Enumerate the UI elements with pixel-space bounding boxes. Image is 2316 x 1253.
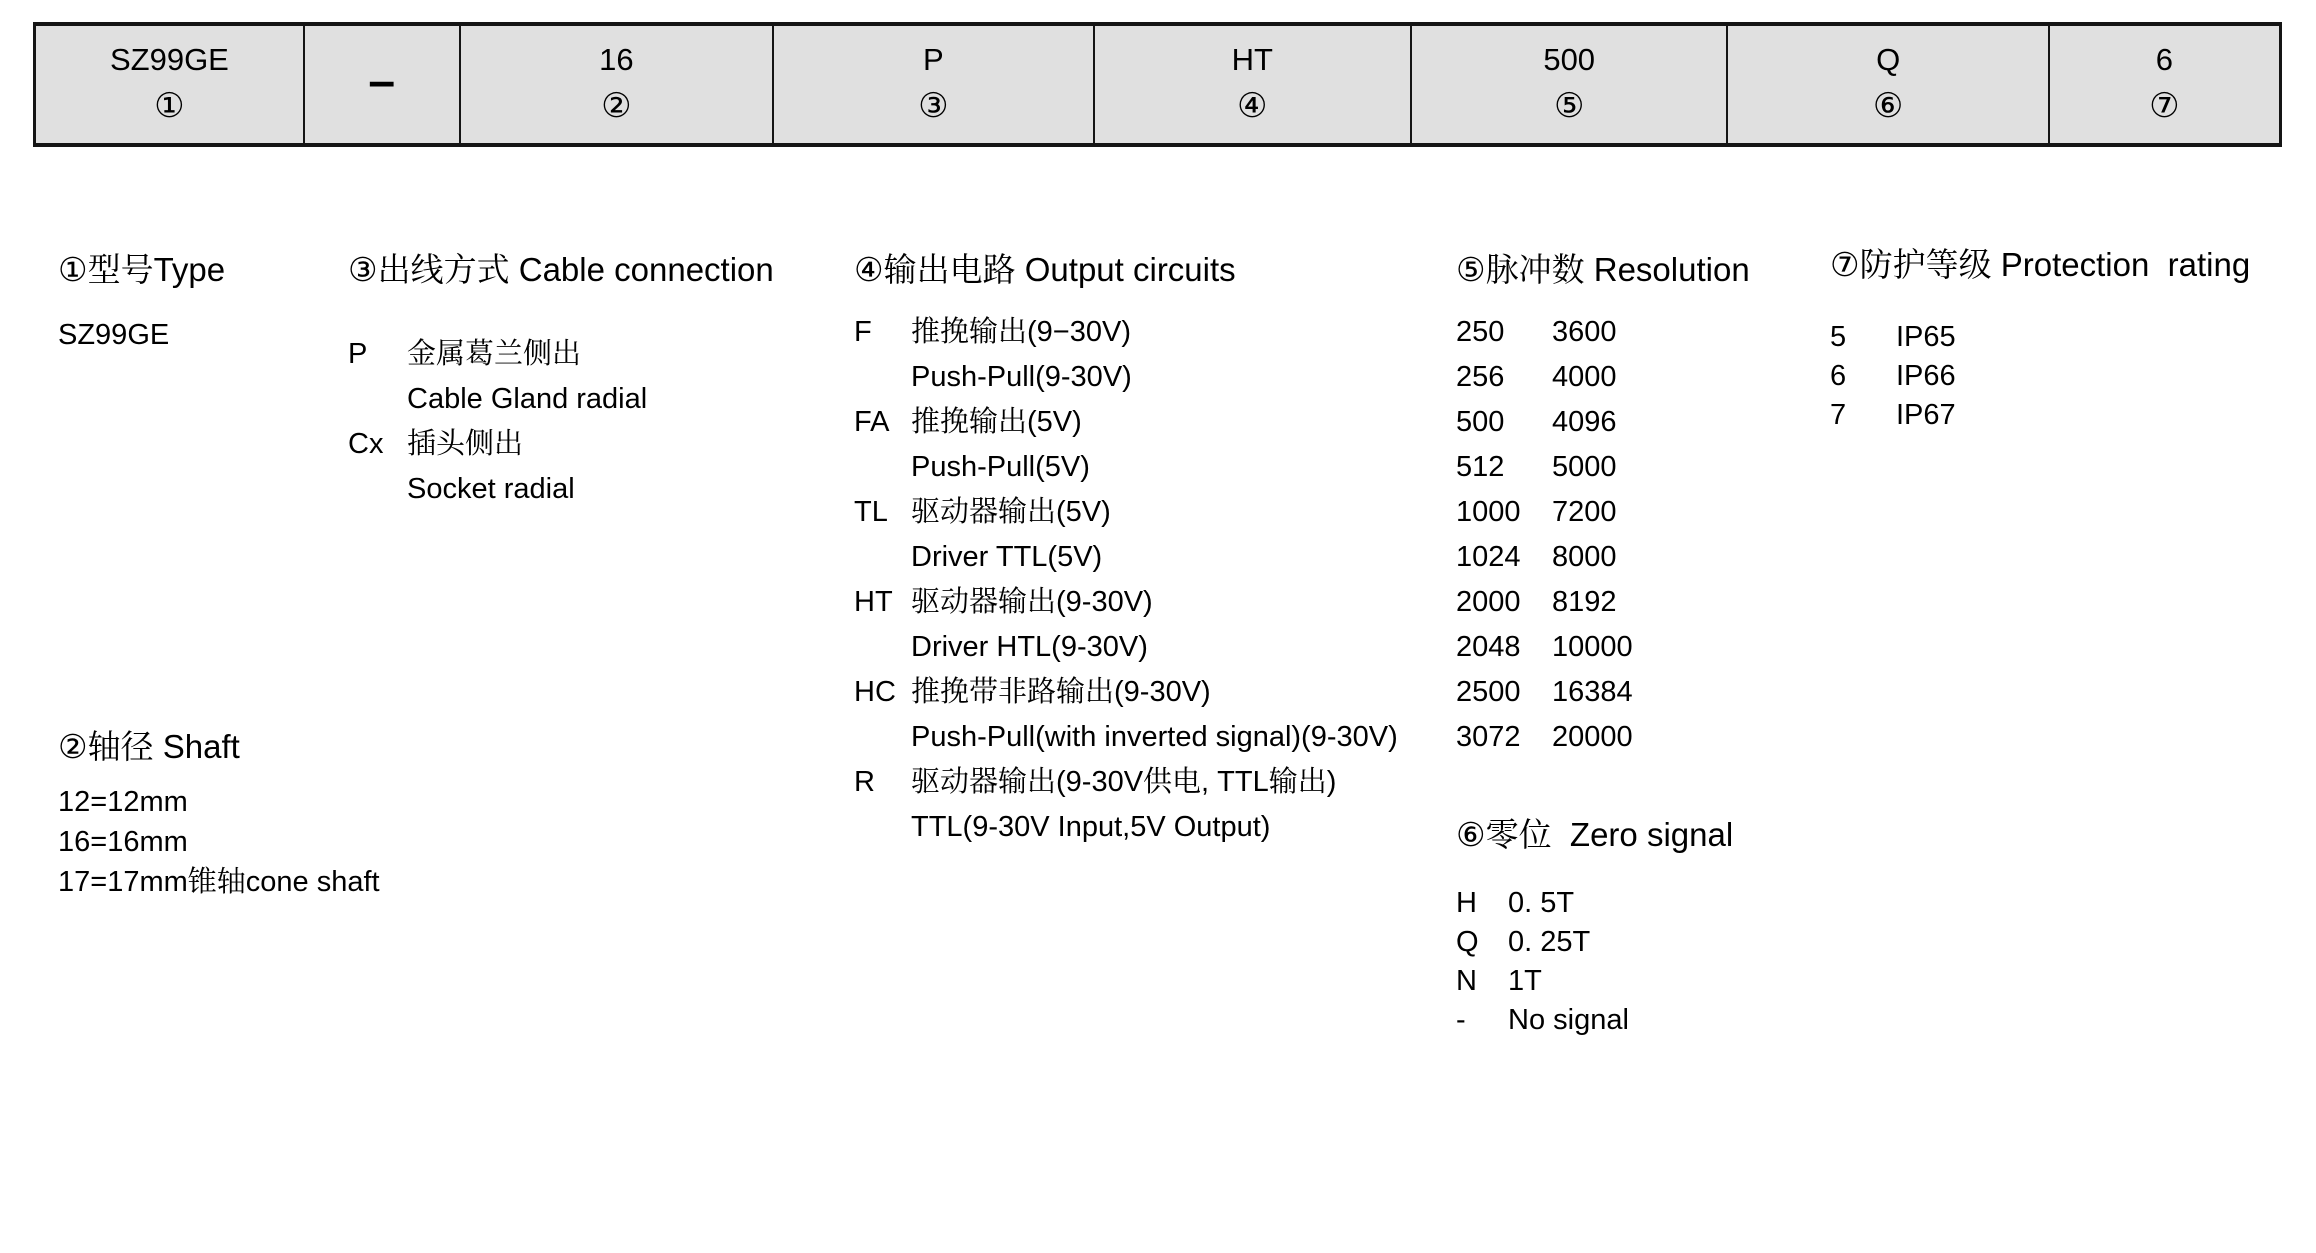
resolution-value: 4000: [1552, 361, 1617, 393]
option-desc-cn: 驱动器输出(9-30V供电, TTL输出): [911, 766, 1337, 798]
code-cell-resolution: [1410, 26, 1726, 143]
code-index: ①: [154, 86, 185, 125]
resolution-value: 1024: [1456, 541, 1521, 573]
option-value: 1T: [1508, 965, 1542, 997]
resolution-value: 250: [1456, 316, 1505, 348]
resolution-value: 1000: [1456, 496, 1521, 528]
zero-option: [1456, 1001, 1876, 1040]
resolution-column-2: [1552, 310, 1633, 760]
option-code: FA: [854, 406, 890, 438]
resolution-value: 10000: [1552, 631, 1633, 663]
code-value: P: [922, 41, 944, 77]
cable-option: [348, 422, 868, 512]
code-value: SZ99GE: [109, 41, 229, 77]
option-value: No signal: [1508, 1004, 1629, 1036]
section-output-title: ④输出电路 Output circuits: [854, 251, 1236, 288]
cable-options: [348, 332, 868, 512]
section-zero-signal: [1456, 812, 1876, 1040]
option-code: TL: [854, 496, 888, 528]
option-value: 0. 25T: [1508, 926, 1591, 958]
output-option: [854, 310, 1494, 400]
option-desc-cn: 插头侧出: [407, 428, 524, 460]
option-code: F: [854, 316, 872, 348]
dash-separator: –: [368, 54, 396, 108]
resolution-value: 2000: [1456, 586, 1521, 618]
shaft-option: 12=12mm: [58, 786, 188, 818]
code-index: ③: [918, 86, 949, 125]
code-index: ⑥: [1872, 86, 1904, 125]
section-resolution-title: ⑤脉冲数 Resolution: [1456, 251, 1750, 288]
protection-option: [1830, 318, 2316, 357]
code-cell-shaft: [459, 26, 772, 143]
option-desc: [911, 580, 1494, 670]
option-code: P: [348, 338, 368, 370]
resolution-value: 512: [1456, 451, 1505, 483]
resolution-value: 8000: [1552, 541, 1617, 573]
option-value: IP67: [1896, 399, 1956, 431]
option-desc-cn: 金属葛兰侧出: [407, 338, 582, 370]
output-option: [854, 580, 1494, 670]
option-desc-cn: 驱动器输出(5V): [911, 496, 1111, 528]
code-value: 6: [2155, 41, 2174, 77]
option-value: IP66: [1896, 360, 1956, 392]
option-value: IP65: [1896, 321, 1956, 353]
code-value: Q: [1876, 41, 1901, 77]
section-zero-title: ⑥零位 Zero signal: [1456, 816, 1734, 853]
protection-option: [1830, 357, 2316, 396]
option-desc-en: Driver HTL(9-30V): [911, 631, 1148, 663]
section-output-circuits: [854, 247, 1494, 850]
option-code: Q: [1456, 926, 1479, 958]
option-desc: [407, 332, 868, 422]
output-option: [854, 400, 1494, 490]
resolution-column-1: [1456, 310, 1552, 760]
option-desc-en: Push-Pull(5V): [911, 451, 1090, 483]
option-code: -: [1456, 1004, 1466, 1036]
option-desc: [911, 400, 1494, 490]
option-desc-en: Cable Gland radial: [407, 383, 648, 415]
resolution-value: 3072: [1456, 721, 1521, 753]
type-value: SZ99GE: [58, 319, 170, 351]
code-cell-type: [36, 26, 303, 143]
section-protection-title: ⑦防护等级 Protection rating: [1830, 246, 2251, 283]
option-desc: [407, 422, 868, 512]
resolution-value: 7200: [1552, 496, 1617, 528]
option-code: R: [854, 766, 875, 798]
section-protection-rating: [1830, 242, 2316, 435]
option-desc-cn: 推挽输出(9−30V): [911, 316, 1131, 348]
option-code: HT: [854, 586, 893, 618]
option-code: HC: [854, 676, 896, 708]
section-type: [58, 247, 338, 355]
section-cable-connection: [348, 247, 868, 512]
option-desc: [911, 490, 1494, 580]
resolution-value: 16384: [1552, 676, 1633, 708]
option-desc-en: TTL(9-30V Input,5V Output): [911, 811, 1271, 843]
resolution-columns: [1456, 310, 1816, 760]
option-desc: [911, 760, 1494, 850]
code-cell-separator: [303, 26, 459, 143]
code-index: ⑤: [1553, 86, 1585, 125]
resolution-value: 5000: [1552, 451, 1617, 483]
protection-options: [1830, 318, 2316, 435]
code-cell-protection: [2048, 26, 2279, 143]
code-cell-cable: [772, 26, 1092, 143]
option-code: 7: [1830, 399, 1847, 431]
code-index: ④: [1237, 86, 1268, 125]
option-desc-cn: 推挽输出(5V): [911, 406, 1082, 438]
resolution-value: 3600: [1552, 316, 1617, 348]
resolution-value: 2500: [1456, 676, 1521, 708]
option-desc-cn: 驱动器输出(9-30V): [911, 586, 1153, 618]
option-desc-en: Push-Pull(9-30V): [911, 361, 1132, 393]
resolution-value: 20000: [1552, 721, 1633, 753]
option-code: Cx: [348, 428, 384, 460]
resolution-value: 256: [1456, 361, 1505, 393]
shaft-options: [58, 782, 478, 902]
output-options: [854, 310, 1494, 850]
section-resolution: [1456, 247, 1816, 760]
option-code: N: [1456, 965, 1477, 997]
resolution-value: 2048: [1456, 631, 1521, 663]
code-value: HT: [1231, 41, 1273, 77]
section-type-title: ①型号Type: [58, 251, 226, 288]
zero-options: [1456, 884, 1876, 1040]
option-desc-en: Push-Pull(with inverted signal)(9-30V): [911, 721, 1398, 753]
option-desc: [911, 670, 1494, 760]
resolution-value: 8192: [1552, 586, 1617, 618]
code-value: 500: [1543, 41, 1596, 77]
code-cell-zero: [1726, 26, 2047, 143]
option-desc-en: Socket radial: [407, 473, 575, 505]
order-code-table: [33, 22, 2282, 147]
shaft-option: 17=17mm锥轴cone shaft: [58, 866, 380, 898]
output-option: [854, 490, 1494, 580]
code-index: ⑦: [2149, 86, 2180, 125]
resolution-value: 500: [1456, 406, 1505, 438]
code-value: 16: [599, 41, 634, 77]
option-desc-cn: 推挽带非路输出(9-30V): [911, 676, 1211, 708]
option-desc-en: Driver TTL(5V): [911, 541, 1103, 573]
section-shaft-title: ②轴径 Shaft: [58, 728, 240, 765]
option-value: 0. 5T: [1508, 887, 1575, 919]
option-code: 6: [1830, 360, 1847, 392]
section-shaft: [58, 724, 478, 902]
resolution-value: 4096: [1552, 406, 1617, 438]
zero-option: [1456, 884, 1876, 923]
output-option: [854, 760, 1494, 850]
zero-option: [1456, 923, 1876, 962]
code-cell-output: [1093, 26, 1410, 143]
option-desc: [911, 310, 1494, 400]
section-cable-title: ③出线方式 Cable connection: [348, 251, 774, 288]
shaft-option: 16=16mm: [58, 826, 188, 858]
protection-option: [1830, 396, 2316, 435]
option-code: H: [1456, 887, 1477, 919]
code-index: ②: [601, 86, 632, 125]
option-code: 5: [1830, 321, 1847, 353]
zero-option: [1456, 962, 1876, 1001]
cable-option: [348, 332, 868, 422]
output-option: [854, 670, 1494, 760]
